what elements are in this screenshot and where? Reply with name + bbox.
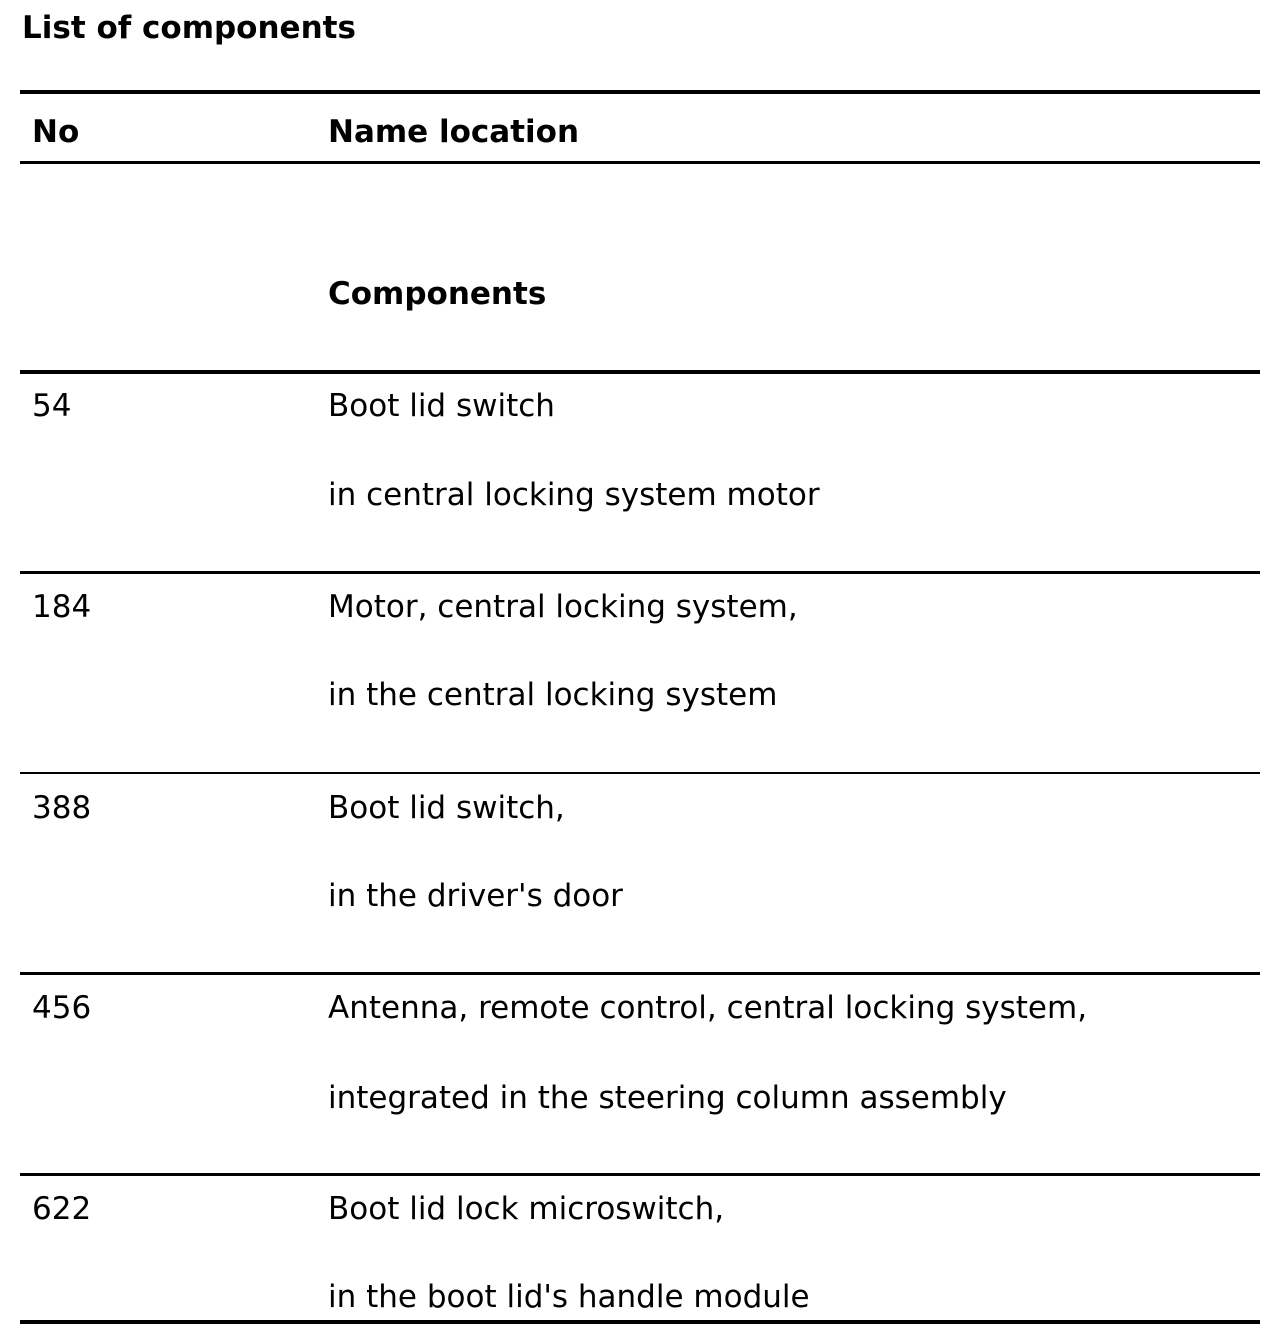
row-number: 622 xyxy=(32,1191,92,1227)
column-header-name-location: Name location xyxy=(328,114,580,150)
row-component-name: Motor, central locking system, xyxy=(328,589,798,625)
row-divider xyxy=(20,571,1260,574)
section-heading: Components xyxy=(328,276,547,312)
row-number: 388 xyxy=(32,790,92,826)
column-header-no: No xyxy=(32,114,80,150)
header-bottom-rule xyxy=(20,161,1260,164)
row-divider xyxy=(20,772,1260,774)
section-rule xyxy=(20,370,1260,374)
row-component-name: Boot lid lock microswitch, xyxy=(328,1191,725,1227)
row-component-name: Boot lid switch xyxy=(328,388,555,424)
row-number: 54 xyxy=(32,388,72,424)
page-title: List of components xyxy=(22,10,356,46)
row-component-name: Boot lid switch, xyxy=(328,790,565,826)
row-component-location: integrated in the steering column assembly xyxy=(328,1080,1007,1116)
row-divider xyxy=(20,972,1260,975)
row-number: 184 xyxy=(32,589,92,625)
row-component-location: in central locking system motor xyxy=(328,477,820,513)
row-component-location: in the driver's door xyxy=(328,878,623,914)
row-component-location: in the central locking system xyxy=(328,677,778,713)
row-number: 456 xyxy=(32,990,92,1026)
table-bottom-rule xyxy=(20,1320,1260,1324)
table-top-rule xyxy=(20,90,1260,94)
row-component-name: Antenna, remote control, central locking system, xyxy=(328,990,1088,1026)
row-component-location: in the boot lid's handle module xyxy=(328,1279,810,1315)
row-divider xyxy=(20,1173,1260,1176)
